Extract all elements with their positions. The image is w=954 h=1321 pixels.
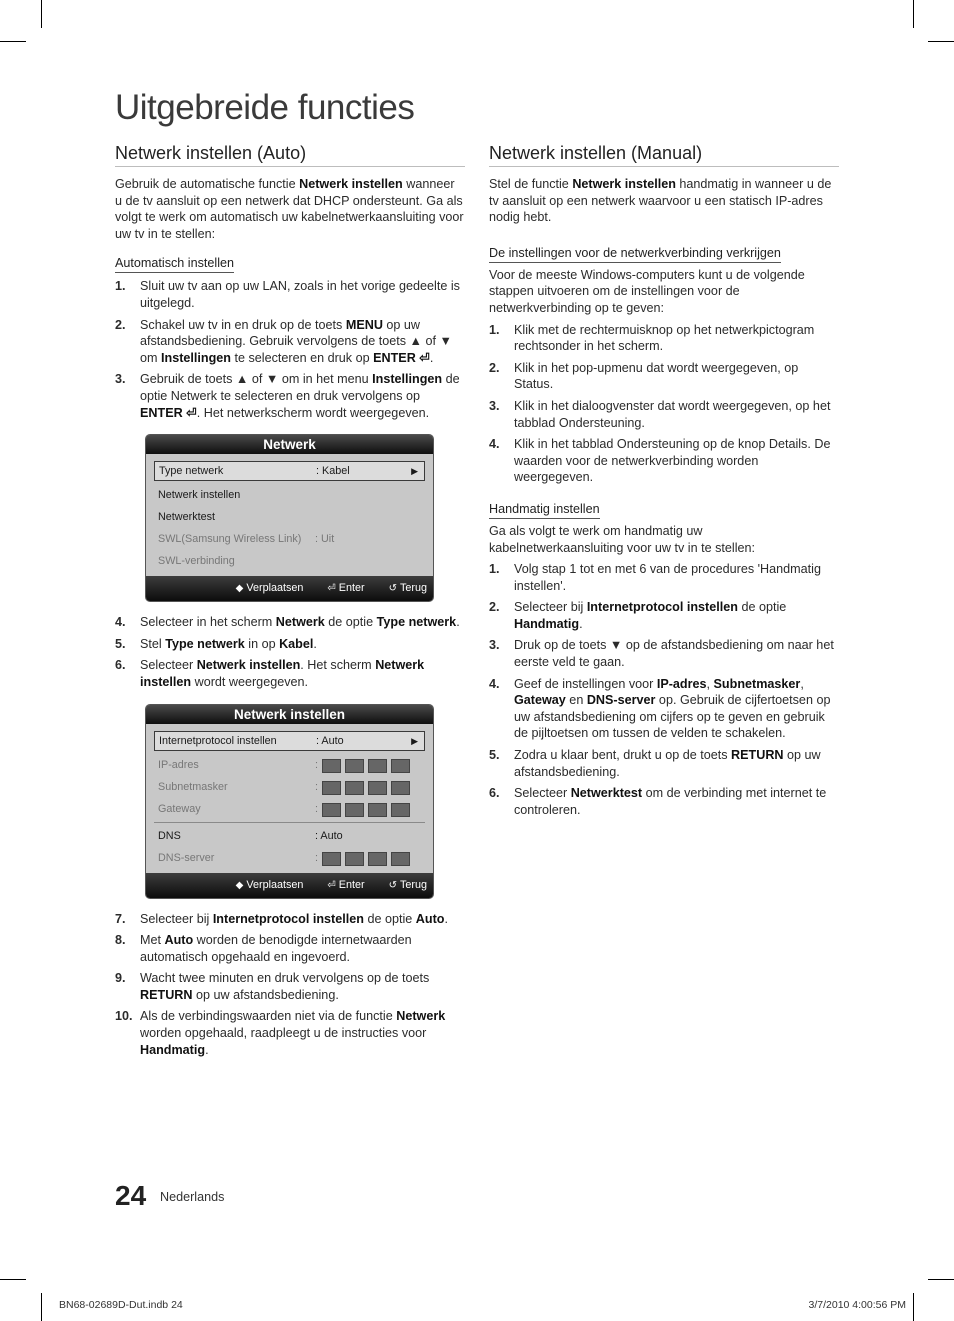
tv-menu-item — [154, 731, 425, 751]
tv-menu-item-value: : — [315, 780, 318, 793]
tv-menu-hint — [224, 879, 304, 891]
crop-mark — [913, 1293, 914, 1321]
page-number: 24 — [115, 1180, 147, 1211]
step-number: 3. — [489, 638, 500, 653]
text-run: Wacht twee minuten en druk vervolgens op de toets — [140, 971, 430, 986]
tv-menu-item-value: : — [315, 851, 318, 864]
tv-menu-hint-label: Enter — [338, 582, 365, 595]
intro-paragraph — [115, 176, 465, 242]
enter-icon: ⏎ — [327, 879, 336, 891]
bold-term: Handmatig — [514, 616, 580, 631]
step-number: 1. — [489, 562, 500, 577]
step-item — [489, 398, 839, 431]
tv-menu-header: Netwerk — [146, 435, 433, 454]
text-run: . — [444, 911, 448, 926]
text-run: handmatig in wanneer u de tv aansluit op een netwerk waarvoor u een statisch IP-adres nodig hebt. — [489, 177, 832, 225]
step-item — [115, 636, 465, 653]
text-run: worden de benodigde internetwaarden automatisch opgehaald en ingevoerd. — [140, 933, 412, 964]
bold-term: ENTER ⏎ — [373, 350, 430, 365]
address-field-box — [322, 803, 341, 817]
subheading-manual: Handmatig instellen — [489, 501, 600, 519]
text-run: op uw afstandsbediening. — [192, 987, 339, 1002]
tv-menu-item — [154, 847, 425, 869]
step-item — [489, 561, 839, 594]
text-run: in op — [244, 636, 280, 651]
step-item — [115, 614, 465, 631]
tv-menu-item-label: DNS — [158, 829, 181, 842]
tv-menu-item-label: Gateway — [158, 802, 201, 815]
tv-menu-item-value: : Uit — [315, 533, 335, 546]
bold-term: RETURN — [140, 987, 193, 1002]
address-fields — [322, 852, 414, 874]
steps-list — [115, 911, 465, 1059]
bold-term: IP-adres — [656, 676, 707, 691]
bold-term: Type netwerk — [165, 636, 245, 651]
step-item — [115, 970, 465, 1003]
bold-term: Netwerktest — [570, 786, 643, 801]
address-fields — [322, 803, 414, 825]
section-title-auto: Netwerk instellen (Auto) — [115, 143, 465, 167]
intro-paragraph — [489, 176, 839, 226]
step-number: 6. — [115, 658, 126, 673]
step-number: 8. — [115, 933, 126, 948]
tv-menu-hint — [377, 879, 427, 891]
step-item — [489, 747, 839, 780]
step-number: 1. — [489, 322, 500, 337]
text-run: de optie — [324, 615, 377, 630]
text-run: . — [205, 1042, 209, 1057]
text-run: Schakel uw tv in en druk op de toets — [140, 317, 346, 332]
arrow-right-icon: ▶ — [411, 735, 418, 746]
tv-menu-footer — [146, 576, 433, 601]
step-number: 2. — [489, 360, 500, 375]
text-run: Klik in het tabblad Ondersteuning op de knop Details. De waarden voor de netwerkverbinding worden weergegeven. — [514, 437, 831, 485]
text-run: Stel de functie — [489, 177, 573, 191]
tv-menu-item-value: : — [315, 758, 318, 771]
tv-menu-footer — [146, 873, 433, 898]
address-field-box — [391, 803, 410, 817]
text-run: Voor de meeste Windows-computers kunt u de volgende stappen uitvoeren om de instellingen voor de netwerkverbinding op te geven: — [489, 267, 805, 315]
tv-menu-item-label: Internetprotocol instellen — [159, 734, 277, 747]
address-field-box — [368, 759, 387, 773]
address-field-box — [368, 781, 387, 795]
bold-term: Subnetmasker — [713, 676, 801, 691]
tv-menu-item-label: Type netwerk — [159, 465, 224, 478]
page-language: Nederlands — [160, 1190, 225, 1204]
text-run: Selecteer in het scherm — [140, 615, 276, 630]
step-number: 5. — [115, 636, 126, 651]
steps-list — [489, 322, 839, 486]
text-run: Stel — [140, 636, 166, 651]
tv-menu-item — [154, 776, 425, 798]
step-item — [489, 637, 839, 670]
tv-menu-item-label: Netwerktest — [158, 511, 215, 524]
text-run: . — [579, 616, 583, 631]
imprint-date: 3/7/2010 4:00:56 PM — [808, 1299, 906, 1311]
text-run: te selecteren en druk op — [230, 350, 374, 365]
bold-term: Auto — [164, 933, 194, 948]
bold-term: Instellingen — [161, 350, 231, 365]
tv-menu-hint — [315, 582, 364, 594]
tv-menu-hint-label: Verplaatsen — [246, 878, 304, 891]
text-run: Volg stap 1 tot en met 6 van de procedures 'Handmatig instellen'. — [514, 562, 821, 593]
step-number: 4. — [115, 615, 126, 630]
step-number: 2. — [489, 600, 500, 615]
address-field-box — [391, 852, 410, 866]
text-run: om de verbinding met internet te controleren. — [514, 786, 827, 817]
step-number: 6. — [489, 786, 500, 801]
bold-term: Kabel — [279, 636, 314, 651]
text-run: . — [456, 615, 460, 630]
tv-menu-body — [146, 724, 433, 873]
bold-term: Auto — [415, 911, 445, 926]
address-field-box — [391, 781, 410, 795]
arrow-right-icon: ▶ — [411, 466, 418, 477]
tv-menu-item-value: : — [315, 802, 318, 815]
text-run: de optie Netwerk te selecteren en druk vervolgens op — [140, 372, 460, 403]
crop-mark — [0, 1279, 26, 1280]
bold-term: Internetprotocol instellen — [212, 911, 364, 926]
step-item — [489, 322, 839, 355]
section-title-manual: Netwerk instellen (Manual) — [489, 143, 839, 167]
paragraph — [489, 523, 839, 556]
subheading-automatic: Automatisch instellen — [115, 255, 234, 273]
tv-menu-item-label: IP-adres — [158, 758, 199, 771]
text-run: Zodra u klaar bent, drukt u op de toets — [514, 748, 732, 763]
step-item — [115, 932, 465, 965]
step-number: 9. — [115, 971, 126, 986]
text-run: Met — [140, 933, 165, 948]
updown-arrow-icon: ◆ — [235, 583, 244, 595]
bold-term: RETURN — [731, 748, 784, 763]
bold-term: Instellingen — [372, 372, 443, 387]
step-number: 4. — [489, 676, 500, 691]
address-field-box — [391, 759, 410, 773]
tv-menu-item — [154, 825, 425, 847]
bold-term: Netwerk — [275, 615, 325, 630]
imprint-file: BN68-02689D-Dut.indb 24 — [59, 1299, 183, 1311]
tv-menu-hint — [224, 582, 304, 594]
tv-menu-item-value: : Auto — [316, 734, 344, 747]
text-run: Klik in het dialoogvenster dat wordt weergegeven, op het tabblad Ondersteuning. — [514, 398, 831, 430]
text-run: Selecteer bij — [514, 600, 587, 615]
step-item — [115, 1008, 465, 1058]
tv-menu-network — [145, 434, 434, 602]
step-item — [489, 676, 839, 742]
text-run: Sluit uw tv aan op uw LAN, zoals in het vorige gedeelte is uitgelegd. — [140, 279, 460, 310]
step-number: 7. — [115, 911, 126, 926]
text-run: de optie — [363, 911, 416, 926]
text-run: . Het scherm — [300, 658, 376, 673]
text-run: Klik in het pop-upmenu dat wordt weergegeven, op Status. — [514, 360, 799, 392]
address-field-box — [345, 852, 364, 866]
crop-mark — [928, 41, 954, 42]
text-run: Ga als volgt te werk om handmatig uw kabelnetwerkaansluiting voor uw tv in te stellen: — [489, 523, 756, 555]
text-run: wanneer u de tv aansluit op een netwerk dat DHCP ondersteunt. Ga als volgt te werk om automatisch uw kabelnetwerkaansluiting voor uw tv in te stellen: — [115, 177, 464, 241]
text-run: worden opgehaald, raadpleegt u de instructies voor — [140, 1026, 427, 1041]
bold-term: Netwerk instellen — [196, 658, 301, 673]
step-item — [115, 371, 465, 421]
crop-mark — [0, 41, 26, 42]
text-run: op uw afstandsbediening. Gebruik vervolgens de toets ▲ of ▼ om — [140, 317, 452, 365]
return-icon: ↺ — [388, 879, 397, 891]
bold-term: Handmatig — [140, 1042, 206, 1057]
tv-menu-item — [154, 461, 425, 481]
right-column — [489, 143, 839, 823]
enter-icon: ⏎ — [327, 583, 336, 595]
text-run: de optie — [737, 600, 787, 615]
page-title: Uitgebreide functies — [115, 88, 415, 127]
tv-menu-item — [154, 506, 425, 528]
bold-term: Netwerk instellen — [299, 177, 403, 191]
bold-term: Netwerk — [396, 1009, 446, 1024]
bold-term: ENTER ⏎ — [140, 405, 197, 420]
step-item — [489, 785, 839, 818]
address-field-box — [345, 781, 364, 795]
text-run: Druk op de toets ▼ op de afstandsbediening om naar het eerste veld te gaan. — [514, 638, 834, 670]
address-field-box — [368, 803, 387, 817]
text-run: Gebruik de automatische functie — [115, 177, 300, 191]
text-run: op. Gebruik de cijfertoetsen op uw afstandsbediening om cijfers op te geven en gebruik de pijltoetsen om tussen de velden te schakelen. — [514, 693, 831, 741]
tv-menu-hint-label: Terug — [399, 878, 427, 891]
tv-menu-item-value: : Kabel — [316, 465, 350, 478]
address-field-box — [322, 852, 341, 866]
return-icon: ↺ — [388, 583, 397, 595]
text-run: . — [429, 350, 434, 365]
text-run: . — [313, 636, 317, 651]
address-field-box — [322, 759, 341, 773]
step-number: 1. — [115, 279, 126, 294]
bold-term: Netwerk instellen — [140, 658, 425, 689]
steps-list — [489, 561, 839, 818]
bold-term: Type netwerk — [376, 615, 457, 630]
text-run: Geef de instellingen voor — [514, 676, 657, 691]
tv-menu-hint-label: Verplaatsen — [246, 582, 304, 595]
crop-mark — [928, 1279, 954, 1280]
step-number: 5. — [489, 748, 500, 763]
text-run: , — [800, 676, 804, 691]
tv-menu-item-label: Netwerk instellen — [158, 489, 241, 502]
bold-term: Gateway — [514, 693, 566, 708]
left-column — [115, 143, 465, 1063]
tv-menu-item — [154, 550, 425, 572]
text-run: Klik met de rechtermuisknop op het netwerkpictogram rechtsonder in het scherm. — [514, 322, 815, 354]
tv-menu-item — [154, 528, 425, 550]
tv-menu-header: Netwerk instellen — [146, 705, 433, 724]
text-run: wordt weergegeven. — [191, 674, 309, 689]
step-number: 4. — [489, 437, 500, 452]
steps-list — [115, 614, 465, 690]
bold-term: Internetprotocol instellen — [586, 600, 738, 615]
tv-menu-item-label: SWL(Samsung Wireless Link) — [158, 533, 302, 546]
text-run: en — [565, 693, 587, 708]
tv-menu-item-value: : Auto — [315, 829, 343, 842]
address-field-box — [345, 759, 364, 773]
tv-menu-item-label: SWL-verbinding — [158, 555, 235, 568]
crop-mark — [41, 1293, 42, 1321]
updown-arrow-icon: ◆ — [235, 879, 244, 891]
address-field-box — [322, 781, 341, 795]
steps-list — [115, 278, 465, 421]
tv-menu-hint — [377, 582, 427, 594]
text-run: , — [706, 676, 714, 691]
step-item — [115, 657, 465, 690]
text-run: Als de verbindingswaarden niet via de functie — [140, 1009, 397, 1024]
address-field-box — [368, 852, 387, 866]
step-number: 3. — [115, 372, 126, 387]
tv-menu-item — [154, 754, 425, 776]
crop-mark — [913, 0, 914, 28]
text-run: Selecteer bij — [140, 911, 213, 926]
tv-menu-body — [146, 454, 433, 576]
text-run: Selecteer — [514, 786, 571, 801]
text-run: Gebruik de toets ▲ of ▼ om in het menu — [140, 372, 373, 387]
bold-term: MENU — [345, 317, 383, 332]
crop-mark — [41, 0, 42, 28]
step-number: 3. — [489, 398, 500, 413]
tv-menu-item-label: Subnetmasker — [158, 780, 228, 793]
step-item — [489, 360, 839, 393]
text-run: . Het netwerkscherm wordt weergegeven. — [196, 405, 430, 420]
step-item — [115, 278, 465, 311]
step-number: 2. — [115, 317, 126, 332]
paragraph — [489, 267, 839, 317]
step-item — [115, 317, 465, 367]
tv-menu-network-settings — [145, 704, 434, 899]
step-item — [489, 436, 839, 486]
text-run: op uw afstandsbediening. — [514, 748, 821, 779]
bold-term: Netwerk instellen — [572, 177, 676, 191]
tv-menu-item — [154, 798, 425, 820]
tv-menu-item — [154, 484, 425, 506]
tv-menu-item-label: DNS-server — [158, 851, 215, 864]
bold-term: DNS-server — [586, 693, 656, 708]
tv-menu-hint — [315, 879, 364, 891]
text-run: Selecteer — [140, 658, 197, 673]
tv-menu-hint-label: Enter — [338, 878, 365, 891]
step-item — [115, 911, 465, 928]
subheading-connection-settings: De instellingen voor de netwerkverbinding verkrijgen — [489, 245, 781, 263]
step-item — [489, 599, 839, 632]
step-number: 10. — [115, 1009, 133, 1024]
tv-menu-hint-label: Terug — [399, 582, 427, 595]
address-field-box — [345, 803, 364, 817]
